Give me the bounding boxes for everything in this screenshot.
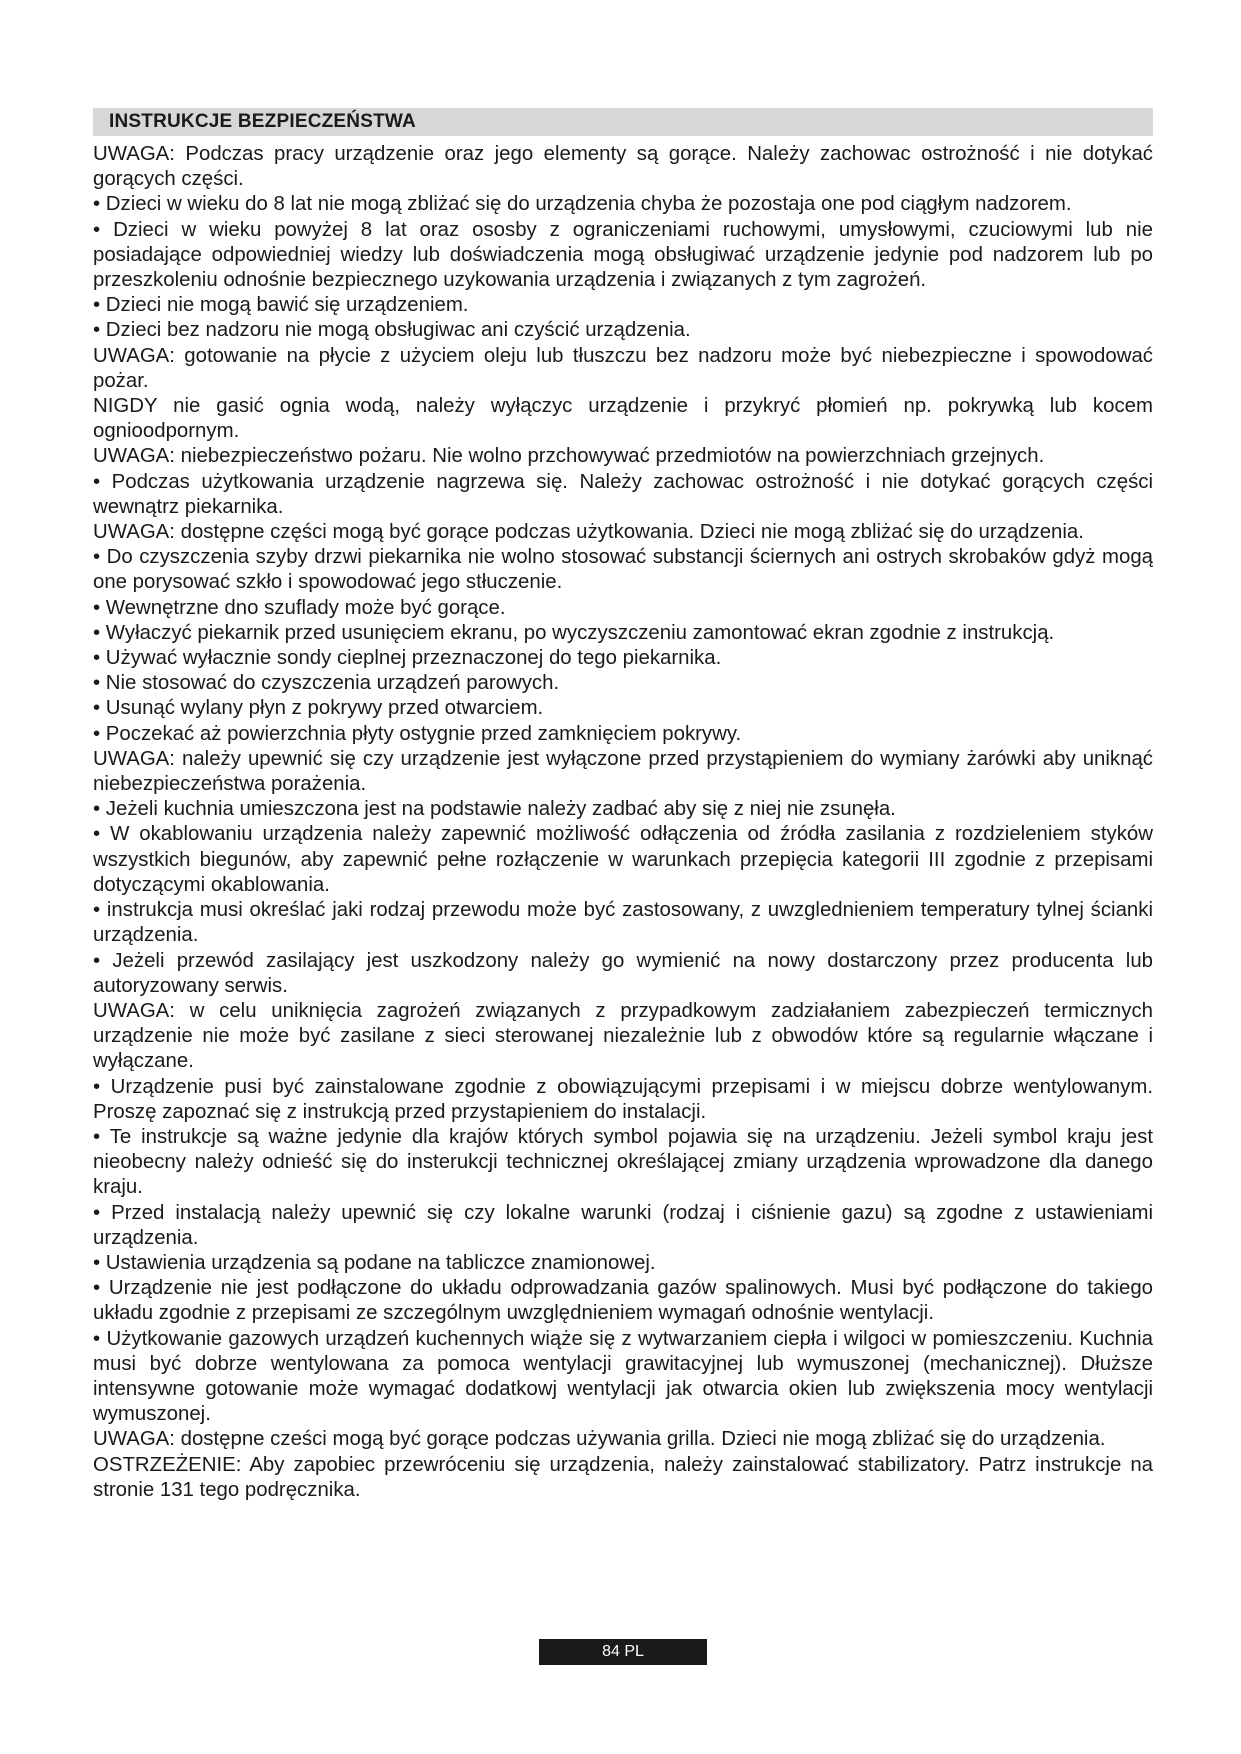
paragraph: UWAGA: należy upewnić się czy urządzenie jest wyłączone przed przystąpieniem do wymiany żarówki aby uniknąć niebezpieczeństwa porażenia. — [93, 747, 1153, 796]
paragraph: • Urządzenie nie jest podłączone do układu odprowadzania gazów spalinowych. Musi być podłączone do takiego układu zgodnie z przepisami ze szczególnym uwzględnieniem wymagań odnośnie wentylacji. — [93, 1277, 1153, 1325]
paragraph: • Wewnętrzne dno szuflady może być gorące. — [93, 596, 506, 619]
paragraph: • Podczas użytkowania urządzenie nagrzewa się. Należy zachowac ostrożność i nie dotykać gorących części wewnątrz piekarnika. — [93, 470, 1153, 518]
safety-instructions-body — [93, 142, 1153, 1503]
paragraph: • Te instrukcje są ważne jedynie dla krajów których symbol pojawia się na urządzeniu. Jeżeli symbol kraju jest nieobecny należy odnieść się do insterukcji technicznej określającej zmiany urządzenia wprowadzone dla danego kraju. — [93, 1125, 1153, 1199]
paragraph: • Przed instalacją należy upewnić się czy lokalne warunki (rodzaj i ciśnienie gazu) są zgodne z ustawieniami urządzenia. — [93, 1201, 1153, 1249]
paragraph: • Jeżeli kuchnia umieszczona jest na podstawie należy zadbać aby się z niej nie zsunęła. — [93, 798, 896, 821]
paragraph: NIGDY nie gasić ognia wodą, należy wyłączyc urządzenie i przykryć płomień np. pokrywką lub kocem ognioodpornym. — [93, 395, 1153, 443]
paragraph: • Dzieci nie mogą bawić się urządzeniem. — [93, 294, 469, 317]
page-number-bar — [539, 1639, 707, 1665]
section-header — [93, 108, 1153, 136]
paragraph: • Usunąć wylany płyn z pokrywy przed otwarciem. — [93, 697, 544, 720]
paragraph: • instrukcja musi określać jaki rodzaj przewodu może być zastosowany, z uwzglednieniem temperatury tylnej ścianki urządzenia. — [93, 899, 1153, 947]
paragraph: • Ustawienia urządzenia są podane na tabliczce znamionowej. — [93, 1251, 656, 1274]
paragraph: • Urządzenie pusi być zainstalowane zgodnie z obowiązującymi przepisami i w miejscu dobrze wentylowanym. Proszę zapoznać się z instrukcją przed przystapieniem do instalacji. — [93, 1075, 1153, 1123]
paragraph: UWAGA: dostępne cześci mogą być gorące podczas używania grilla. Dzieci nie mogą zbliżać się do urządzenia. — [93, 1428, 1106, 1451]
paragraph: • W okablowaniu urządzenia należy zapewnić możliwość odłączenia od źródła zasilania z rozdzieleniem styków wszystkich biegunów, aby zapewnić pełne rozłączenie w warunkach przepięcia kategorii III zgodnie z przepisami dotyczącymi okablowania. — [93, 823, 1153, 896]
paragraph: • Jeżeli przewód zasilający jest uszkodzony należy go wymienić na nowy dostarczony przez producenta lub autoryzowany serwis. — [93, 949, 1153, 997]
paragraph: UWAGA: w celu uniknięcia zagrożeń związanych z przypadkowym zadziałaniem zabezpieczeń termicznych urządzenie nie może być zasilane z sieci sterowanej niezależnie lub z obwodów które są regularnie włączane i wyłączane. — [93, 999, 1153, 1073]
paragraph: • Użytkowanie gazowych urządzeń kuchennych wiąże się z wytwarzaniem ciepła i wilgoci w pomieszczeniu. Kuchnia musi być dobrze wentylowana za pomoca wentylacji grawitacyjnej lub wymuszonej (mechanicznej). Dłuższe intensywne gotowanie może wymagać dodatkowj wentylacji jak otwarcia okien lub zwiększenia mocy wentylacji wymuszonej. — [93, 1327, 1153, 1426]
paragraph: • Dzieci w wieku powyżej 8 lat oraz ososby z ograniczeniami ruchowymi, umysłowymi, czuciowymi lub nie posiadające odpowiedniej wiedzy lub doświadczenia mogą obsługiwać urządzenie jedynie pod nadzorem lub po przeszkoleniu odnośnie bezpiecznego uzykowania urządzenia i związanych z tym zagrożeń. — [93, 218, 1153, 292]
paragraph: • Dzieci w wieku do 8 lat nie mogą zbliżać się do urządzenia chyba że pozostaja one pod ciągłym nadzorem. — [93, 193, 1072, 216]
paragraph: • Poczekać aż powierzchnia płyty ostygnie przed zamknięciem pokrywy. — [93, 722, 742, 745]
paragraph: UWAGA: Podczas pracy urządzenie oraz jego elementy są gorące. Należy zachowac ostrożność i nie dotykać gorących części. — [93, 143, 1153, 191]
page-number: 84 PL — [602, 1643, 644, 1660]
paragraph: UWAGA: dostępne części mogą być gorące podczas użytkowania. Dzieci nie mogą zbliżać się do urządzenia. — [93, 521, 1084, 544]
paragraph: • Używać wyłacznie sondy cieplnej przeznaczonej do tego piekarnika. — [93, 647, 722, 670]
section-title: INSTRUKCJE BEZPIECZEŃSTWA — [109, 111, 416, 132]
paragraph: • Dzieci bez nadzoru nie mogą obsługiwac ani czyścić urządzenia. — [93, 319, 691, 342]
paragraph: UWAGA: gotowanie na płycie z użyciem oleju lub tłuszczu bez nadzoru może być niebezpieczne i spowodować pożar. — [93, 344, 1153, 392]
paragraph: UWAGA: niebezpieczeństwo pożaru. Nie wolno przchowywać przedmiotów na powierzchniach grzejnych. — [93, 445, 1045, 468]
paragraph: OSTRZEŻENIE: Aby zapobiec przewróceniu się urządzenia, należy zainstalować stabilizatory. Patrz instrukcje na stronie 131 tego podręcznika. — [93, 1453, 1153, 1501]
paragraph: • Nie stosować do czyszczenia urządzeń parowych. — [93, 672, 560, 695]
paragraph: • Do czyszczenia szyby drzwi piekarnika nie wolno stosować substancji ściernych ani ostrych skrobaków gdyż mogą one porysować szkło i spowodować jego stłuczenie. — [93, 546, 1153, 594]
paragraph: • Wyłaczyć piekarnik przed usunięciem ekranu, po wyczyszczeniu zamontować ekran zgodnie z instrukcją. — [93, 621, 1055, 644]
